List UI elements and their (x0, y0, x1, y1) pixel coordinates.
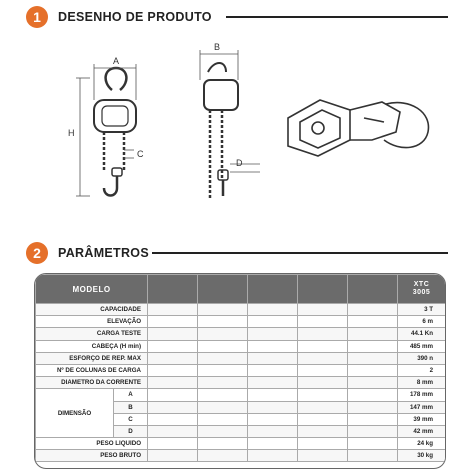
row-label: CAPACIDADE (36, 304, 148, 316)
empty-header (148, 275, 198, 304)
dim-label-b: B (214, 42, 221, 52)
row-value: 2 (398, 364, 446, 376)
row-value: 8 mm (398, 377, 446, 389)
empty-header (198, 275, 248, 304)
dim-label-h: H (68, 128, 75, 138)
table-row (36, 340, 446, 352)
dimension-value-b: 147 mm (398, 401, 446, 413)
dimension-value-d: 42 mm (398, 425, 446, 437)
row-label: DIAMETRO DA CORRENTE (36, 377, 148, 389)
dim-label-a: A (113, 56, 120, 66)
row-label: Nº DE COLUNAS DE CARGA (36, 364, 148, 376)
row-value: 6 m (398, 316, 446, 328)
model-name-line2: 3005 (412, 289, 431, 296)
section-1-header (26, 6, 212, 28)
table-row (36, 316, 446, 328)
row-value: 485 mm (398, 340, 446, 352)
table-row (36, 364, 446, 376)
table-row (36, 450, 446, 462)
row-label: ELEVAÇÃO (36, 316, 148, 328)
section-1-title: DESENHO DE PRODUTO (58, 10, 212, 24)
product-drawing (0, 40, 474, 230)
section-2-badge: 2 (26, 242, 48, 264)
dimension-sub-a: A (114, 389, 148, 401)
dimension-sub-c: C (114, 413, 148, 425)
table-row (36, 304, 446, 316)
dimension-sub-d: D (114, 425, 148, 437)
model-name-line1: XTC (413, 281, 430, 288)
dim-label-d: D (236, 158, 243, 168)
row-label: PESO LIQUIDO (36, 438, 148, 450)
row-value: 3 T (398, 304, 446, 316)
side-view-hoist (204, 63, 238, 200)
table-row (36, 377, 446, 389)
dimension-value-c: 39 mm (398, 413, 446, 425)
table-row (36, 389, 446, 401)
table-row (36, 328, 446, 340)
row-label: ESFORÇO DE REP. MAX (36, 352, 148, 364)
empty-header (348, 275, 398, 304)
row-label: CARGA TESTE (36, 328, 148, 340)
section-2-title: PARÂMETROS (58, 246, 149, 260)
dimension-label: DIMENSÃO (36, 389, 114, 438)
table-row (36, 438, 446, 450)
table-row (36, 352, 446, 364)
row-value: 30 kg (398, 450, 446, 462)
front-view-hoist (94, 68, 136, 196)
section-2-rule (152, 252, 448, 254)
parameters-table (34, 273, 446, 469)
section-1-badge: 1 (26, 6, 48, 28)
section-2-header (26, 242, 149, 264)
empty-header (298, 275, 348, 304)
row-value: 44.1 Kn (398, 328, 446, 340)
model-header: MODELO (36, 275, 148, 304)
section-1-rule (226, 16, 448, 18)
row-value: 24 kg (398, 438, 446, 450)
row-label: PESO BRUTO (36, 450, 148, 462)
dimension-sub-b: B (114, 401, 148, 413)
row-label: CABEÇA (H min) (36, 340, 148, 352)
dim-label-c: C (137, 149, 144, 159)
dimension-value-a: 178 mm (398, 389, 446, 401)
empty-header (248, 275, 298, 304)
perspective-hoist (288, 100, 428, 156)
table-header-row (36, 275, 446, 304)
model-name-header (398, 275, 446, 304)
row-value: 390 n (398, 352, 446, 364)
